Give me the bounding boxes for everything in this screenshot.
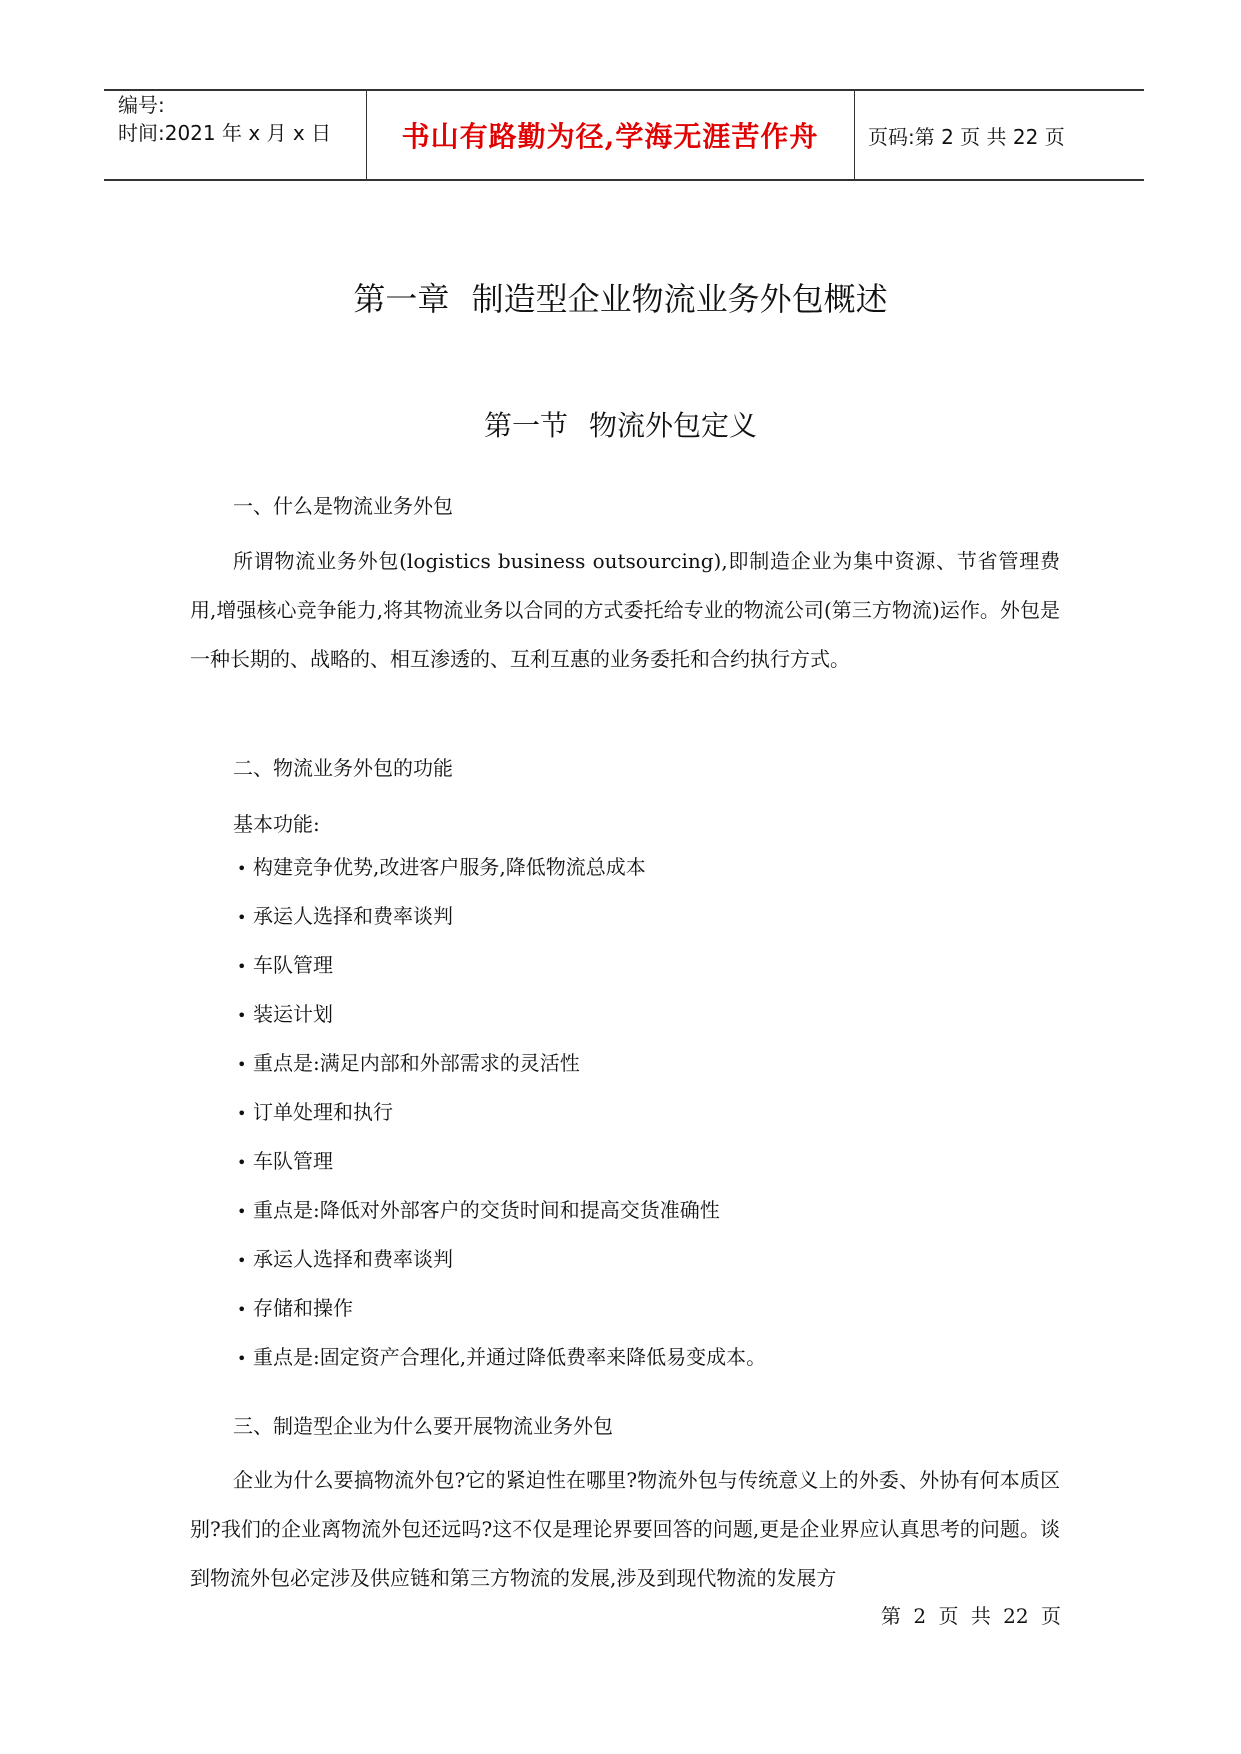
header-meta-cell [104, 91, 367, 179]
function-list [237, 843, 766, 1382]
list-item: • 承运人选择和费率谈判 [237, 1235, 766, 1284]
header-motto-cell [366, 91, 855, 179]
list-item: • 重点是:满足内部和外部需求的灵活性 [237, 1039, 766, 1088]
list-item: • 装运计划 [237, 990, 766, 1039]
document-time-label: 时间:2021 年 x 月 x 日 [118, 121, 332, 145]
list-item: • 承运人选择和费率谈判 [237, 892, 766, 941]
heading-outsourcing-functions: 二、物流业务外包的功能 [233, 756, 453, 780]
list-item: • 存储和操作 [237, 1284, 766, 1333]
list-item: • 车队管理 [237, 1137, 766, 1186]
header-page-number: 页码:第 2 页 共 22 页 [868, 124, 1065, 149]
list-item: • 重点是:降低对外部客户的交货时间和提高交货准确性 [237, 1186, 766, 1235]
chapter-title: 第一章 制造型企业物流业务外包概述 [353, 280, 888, 318]
page-header [104, 89, 1144, 181]
header-motto: 书山有路勤为径,学海无涯苦作舟 [401, 120, 819, 153]
list-item: • 订单处理和执行 [237, 1088, 766, 1137]
list-item: • 车队管理 [237, 941, 766, 990]
section-title: 第一节 物流外包定义 [484, 409, 757, 442]
basic-functions-label: 基本功能: [233, 812, 320, 836]
heading-what-is-outsourcing: 一、什么是物流业务外包 [233, 494, 453, 518]
list-item: • 重点是:固定资产合理化,并通过降低费率来降低易变成本。 [237, 1333, 766, 1382]
list-item: • 构建竞争优势,改进客户服务,降低物流总成本 [237, 843, 766, 892]
header-page-cell [854, 91, 1144, 179]
document-number-label: 编号: [118, 93, 165, 117]
paragraph-why-outsource: 企业为什么要搞物流外包?它的紧迫性在哪里?物流外包与传统意义上的外委、外协有何本质区别?我们的企业离物流外包还远吗?这不仅是理论界要回答的问题,更是企业界应认真思考的问题。谈到物流外包必定涉及供应链和第三方物流的发展,涉及到现代物流的发展方 [190, 1468, 1060, 1590]
heading-why-outsource: 三、制造型企业为什么要开展物流业务外包 [233, 1414, 613, 1438]
paragraph-definition: 所谓物流业务外包(logistics business outsourcing),即制造企业为集中资源、节省管理费用,增强核心竞争能力,将其物流业务以合同的方式委托给专业的物流公司(第三方物流)运作。外包是一种长期的、战略的、相互渗透的、互利互惠的业务委托和合约执行方式。 [190, 549, 1060, 671]
page-footer-number: 第 2 页 共 22 页 [881, 1604, 1061, 1628]
